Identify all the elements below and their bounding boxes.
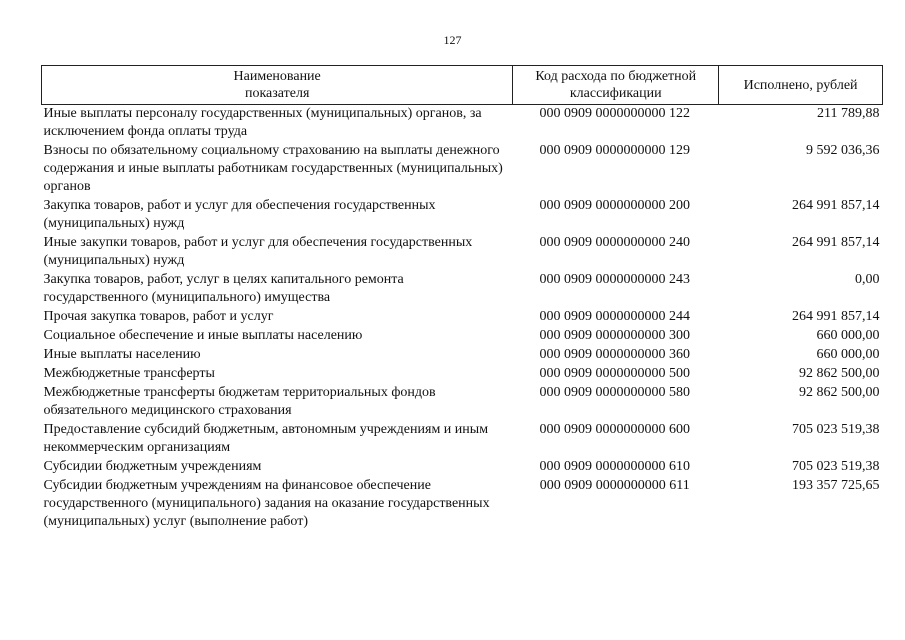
header-code-line1: Код расхода по бюджетной (535, 69, 697, 84)
table-row (42, 458, 883, 477)
row-amount: 193 357 725,65 (792, 478, 880, 493)
row-amount: 211 789,88 (817, 106, 880, 121)
row-amount: 705 023 519,38 (792, 459, 880, 474)
row-amount: 0,00 (855, 272, 880, 287)
row-name: Субсидии бюджетным учреждениям (43, 459, 262, 474)
row-amount: 264 991 857,14 (792, 309, 880, 324)
row-name: Иные закупки товаров, работ и услуг для обеспечения государственных (муниципальных) нужд (43, 235, 473, 268)
row-code: 000 0909 0000000000 611 (539, 478, 690, 493)
table-row (42, 142, 883, 197)
table-row (42, 365, 883, 384)
header-name (42, 66, 513, 105)
row-name: Межбюджетные трансферты (43, 366, 215, 381)
header-code (513, 66, 719, 105)
table-row (42, 197, 883, 234)
row-name: Закупка товаров, работ, услуг в целях капитального ремонта государственного (муниципального) имущества (43, 272, 404, 305)
row-name: Субсидии бюджетным учреждениям на финансовое обеспечение государственного (муниципального) задания на оказание государственных (муниципальных) услуг (выполнение работ) (43, 478, 490, 529)
row-amount: 264 991 857,14 (792, 235, 880, 250)
row-amount: 660 000,00 (816, 347, 880, 362)
row-amount: 705 023 519,38 (792, 422, 880, 437)
row-amount: 264 991 857,14 (792, 198, 880, 213)
table-body (42, 105, 883, 533)
table-row (42, 308, 883, 327)
row-name: Межбюджетные трансферты бюджетам территориальных фондов обязательного медицинского страхования (43, 385, 436, 418)
row-name: Прочая закупка товаров, работ и услуг (43, 309, 274, 324)
row-amount: 660 000,00 (816, 328, 880, 343)
header-name-line1: Наименование (233, 69, 321, 84)
row-code: 000 0909 0000000000 200 (539, 198, 690, 213)
row-code: 000 0909 0000000000 360 (539, 347, 690, 362)
row-amount: 92 862 500,00 (799, 366, 880, 381)
row-name: Предоставление субсидий бюджетным, автономным учреждениям и иным некоммерческим организациям (43, 422, 489, 455)
row-code: 000 0909 0000000000 122 (539, 106, 690, 121)
row-name: Иные выплаты населению (43, 347, 201, 362)
header-code-line2: классификации (569, 86, 662, 101)
table-row (42, 421, 883, 458)
table-row (42, 234, 883, 271)
row-code: 000 0909 0000000000 240 (539, 235, 690, 250)
row-amount: 9 592 036,36 (806, 143, 880, 158)
row-code: 000 0909 0000000000 600 (539, 422, 690, 437)
table-row (42, 105, 883, 143)
table-row (42, 346, 883, 365)
table-row (42, 477, 883, 532)
row-code: 000 0909 0000000000 300 (539, 328, 690, 343)
row-name: Иные выплаты персоналу государственных (муниципальных) органов, за исключением фонда оплаты труда (43, 106, 482, 139)
header-amount: Исполнено, рублей (719, 66, 883, 105)
row-code: 000 0909 0000000000 500 (539, 366, 690, 381)
row-code: 000 0909 0000000000 580 (539, 385, 690, 400)
row-name: Взносы по обязательному социальному страхованию на выплаты денежного содержания и иные выплаты работникам государственных (муниципальных) органов (43, 143, 503, 194)
row-name: Закупка товаров, работ и услуг для обеспечения государственных (муниципальных) нужд (43, 198, 436, 231)
expenditure-table (41, 65, 883, 532)
row-code: 000 0909 0000000000 129 (539, 143, 690, 158)
row-name: Социальное обеспечение и иные выплаты населению (43, 328, 363, 343)
row-code: 000 0909 0000000000 244 (539, 309, 690, 324)
table-header (42, 66, 883, 105)
row-amount: 92 862 500,00 (799, 385, 880, 400)
row-code: 000 0909 0000000000 610 (539, 459, 690, 474)
table-row (42, 327, 883, 346)
page-number: 127 (443, 33, 462, 47)
row-code: 000 0909 0000000000 243 (539, 272, 690, 287)
table-row (42, 384, 883, 421)
table-row (42, 271, 883, 308)
header-name-line2: показателя (244, 86, 310, 101)
